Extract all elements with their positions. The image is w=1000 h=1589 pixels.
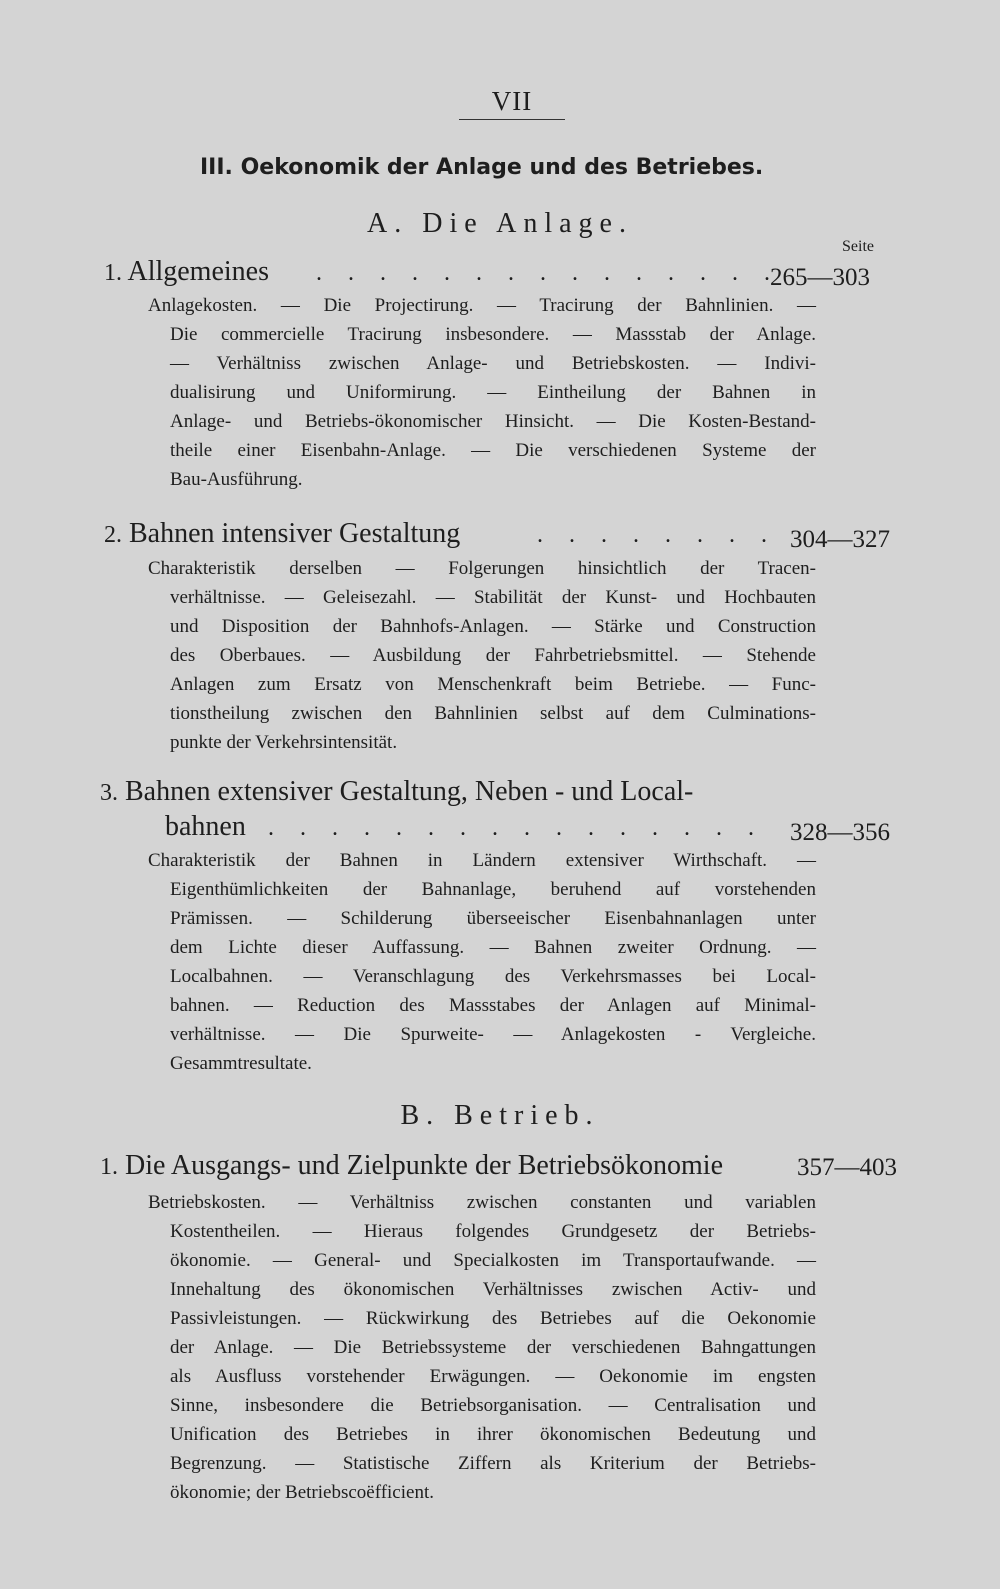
entry-text-line: Gesammtresultate. — [170, 1053, 312, 1074]
section-heading-a: A. Die Anlage. — [367, 208, 633, 239]
entry-text-line: des Oberbaues. — Ausbildung der Fahrbetriebsmittel. — Stehende — [170, 645, 816, 666]
entry-text-line: bahnen. — Reduction des Massstabes der Anlagen auf Minimal- — [170, 995, 816, 1016]
entry-text-line: Begrenzung. — Statistische Ziffern als Kriterium der Betriebs- — [170, 1453, 816, 1474]
entry-text-line: Localbahnen. — Veranschlagung des Verkehrsmasses bei Local- — [170, 966, 816, 987]
entry-pages: 328—356 — [790, 819, 890, 846]
leader-dots: . . . . . . . . — [537, 522, 777, 548]
entry-text-line: Prämissen. — Schilderung überseeischer Eisenbahnanlagen unter — [170, 908, 816, 929]
entry-pages: 265—303 — [770, 264, 870, 291]
entry-text-line: als Ausfluss vorstehender Erwägungen. — Oekonomie im engsten — [170, 1366, 816, 1387]
entry-title-b1 — [100, 1150, 723, 1182]
entry-number: 2. — [104, 522, 122, 548]
entry-title-a3 — [100, 776, 693, 808]
entry-text-line: Betriebskosten. — Verhältniss zwischen constanten und variablen — [148, 1192, 816, 1213]
entry-pages: 357—403 — [797, 1154, 897, 1181]
entry-title-text: Bahnen intensiver Gestaltung — [129, 518, 461, 549]
entry-text-line: — Verhältniss zwischen Anlage- und Betriebskosten. — Indivi- — [170, 353, 816, 374]
entry-title-a2 — [104, 518, 460, 550]
entry-text-line: Die commercielle Tracirung insbesondere. — Massstab der Anlage. — [170, 324, 816, 345]
entry-text-line: Charakteristik derselben — Folgerungen hinsichtlich der Tracen- — [148, 558, 816, 579]
entry-title-a1 — [104, 256, 269, 288]
entry-text-line: Bau-Ausführung. — [170, 469, 303, 490]
page-column-label: Seite — [842, 238, 874, 255]
entry-text-line: punkte der Verkehrsintensität. — [170, 732, 398, 753]
entry-text-line: verhältnisse. — Die Spurweite- — Anlagekosten - Vergleiche. — [170, 1024, 816, 1045]
part-heading: III. Oekonomik der Anlage und des Betriebes. — [200, 155, 764, 180]
leader-dots: . . . . . . . . . . . . . . . — [316, 260, 780, 286]
entry-text-line: Kostentheilen. — Hieraus folgendes Grundgesetz der Betriebs- — [170, 1221, 816, 1242]
entry-text-line: Innehaltung des ökonomischen Verhältnisses zwischen Activ- und — [170, 1279, 816, 1300]
entry-text-line: Unification des Betriebes in ihrer ökonomischen Bedeutung und — [170, 1424, 816, 1445]
page-number: VII — [459, 86, 565, 120]
entry-number: 3. — [100, 780, 118, 806]
entry-text-line: Anlagen zum Ersatz von Menschenkraft beim Betriebe. — Func- — [170, 674, 816, 695]
entry-pages: 304—327 — [790, 526, 890, 553]
section-heading-b: B. Betrieb. — [400, 1100, 600, 1131]
entry-number: 1. — [100, 1154, 118, 1180]
entry-text-line: Sinne, insbesondere die Betriebsorganisation. — Centralisation und — [170, 1395, 816, 1416]
entry-text-line: verhältnisse. — Geleisezahl. — Stabilität der Kunst- und Hochbauten — [170, 587, 816, 608]
entry-text-line: Anlage- und Betriebs-ökonomischer Hinsicht. — Die Kosten-Bestand- — [170, 411, 816, 432]
entry-title-a3-continued: bahnen — [165, 811, 246, 842]
entry-text-line: der Anlage. — Die Betriebssysteme der verschiedenen Bahngattungen — [170, 1337, 816, 1358]
leader-dots: . . . . . . . . . . . . . . . . — [268, 815, 764, 841]
entry-title-text: Bahnen extensiver Gestaltung, Neben - und Local- — [125, 776, 694, 807]
entry-title-text: Die Ausgangs- und Zielpunkte der Betriebsökonomie — [125, 1150, 723, 1181]
entry-number: 1. — [104, 260, 122, 286]
entry-text-line: dem Lichte dieser Auffassung. — Bahnen zweiter Ordnung. — — [170, 937, 816, 958]
entry-text-line: ökonomie. — General- und Specialkosten im Transportaufwande. — — [170, 1250, 816, 1271]
entry-text-line: ökonomie; der Betriebscoëfficient. — [170, 1482, 434, 1503]
entry-text-line: tionstheilung zwischen den Bahnlinien selbst auf dem Culminations- — [170, 703, 816, 724]
entry-text-line: und Disposition der Bahnhofs-Anlagen. — Stärke und Construction — [170, 616, 816, 637]
entry-text-line: Eigenthümlichkeiten der Bahnanlage, beruhend auf vorstehenden — [170, 879, 816, 900]
entry-text-line: theile einer Eisenbahn-Anlage. — Die verschiedenen Systeme der — [170, 440, 816, 461]
entry-title-text: Allgemeines — [127, 256, 269, 287]
entry-text-line: Passivleistungen. — Rückwirkung des Betriebes auf die Oekonomie — [170, 1308, 816, 1329]
entry-text-line: dualisirung und Uniformirung. — Eintheilung der Bahnen in — [170, 382, 816, 403]
entry-text-line: Anlagekosten. — Die Projectirung. — Tracirung der Bahnlinien. — — [148, 295, 816, 316]
entry-text-line: Charakteristik der Bahnen in Ländern extensiver Wirthschaft. — — [148, 850, 816, 871]
